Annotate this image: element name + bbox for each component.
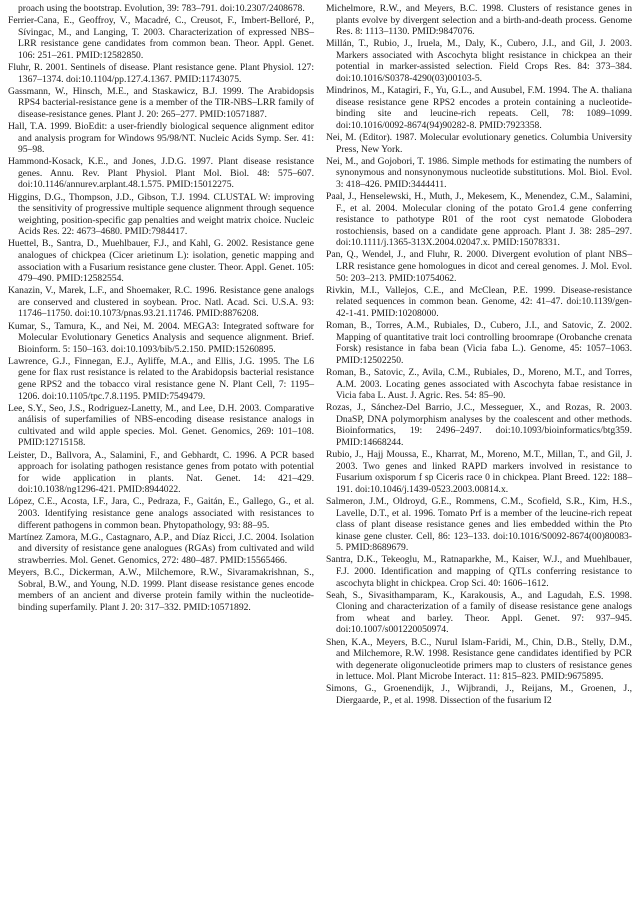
reference-entry: Martínez Zamora, M.G., Castagnaro, A.P., and Díaz Ricci, J.C. 2004. Isolation and diversity of resistance gene analogues (RGAs) from cultivated and wild strawberries. Mol. Genet. Genomics, 272: 480–487. PMID:15565466. [8, 531, 314, 566]
reference-entry: Meyers, B.C., Dickerman, A.W., Milchemore, R.W., Sivaramakrishnan, S., Sobral, B.W., and Young, N.D. 1999. Plant disease resistance genes encode members of an ancient and diverse protein family within the nucleotide-binding superfamily. Plant J. 20: 317–332. PMID:10571892. [8, 567, 314, 613]
reference-entry: Paal, J., Henselewski, H., Muth, J., Mekesem, K., Menendez, C.M., Salamini, F., et al. 2004. Molecular cloning of the potato Gro1.4 gene conferring resistance to pathotype R01 of the root cyst nematode Globodera rostochiensis, based on a candidate gene approach. Plant J. 38: 285–297. doi:10.1111/j.1365-313X.2004.02047.x. PMID:15078331. [326, 191, 632, 249]
references-right-column [326, 3, 632, 900]
reference-entry: Higgins, D.G., Thompson, J.D., Gibson, T.J. 1994. CLUSTAL W: improving the sensitivity of progressive multiple sequence alignment through sequence weighting, position-specific gap penalties and weight matrix choice. Nucleic Acids Res. 22: 4673–4680. PMID:7984417. [8, 191, 314, 238]
reference-entry: Simons, G., Groenendijk, J., Wijbrandi, J., Reijans, M., Groenen, J., Diergaarde, P., et al. 1998. Dissection of the fusarium I2 [326, 683, 632, 707]
reference-entry: Roman, B., Torres, A.M., Rubiales, D., Cubero, J.I., and Satovic, Z. 2002. Mapping of quantitative trait loci controlling broomrape (Orobanche crenata Forsk) resistance in faba bean (Vicia faba L.). Genome, 45: 1057–1063. PMID:12502250. [326, 320, 632, 366]
reference-entry: Nei, M., and Gojobori, T. 1986. Simple methods for estimating the numbers of synonymous and nonsynonymous nucleotide substitutions. Mol. Biol. Evol. 3: 418–426. PMID:3444411. [326, 155, 632, 190]
reference-entry: Kumar, S., Tamura, K., and Nei, M. 2004. MEGA3: Integrated software for Molecular Evolutionary Genetics Analysis and sequence alignment. Brief. Bioinform. 5: 150–163. doi:10.1093/bib/5.2.150. PMID:15260895. [8, 320, 314, 355]
reference-entry: Seah, S., Sivasithamparam, K., Karakousis, A., and Lagudah, E.S. 1998. Cloning and characterization of a family of disease resistance gene analogs from wheat and barley. Theor. Appl. Genet. 97: 937–945. doi:10.1007/s001220050974. [326, 589, 632, 636]
reference-entry: Nei, M. (Editor). 1987. Molecular evolutionary genetics. Columbia University Press, New York. [326, 132, 632, 155]
reference-entry: Lee, S.Y., Seo, J.S., Rodriguez-Lanetty, M., and Lee, D.H. 2003. Comparative análisis of superfamilies of NBS-encoding disease resistance analogs in cultivated and wild apple species. Mol. Genet. Genomics, 269: 101–108. PMID:12715158. [8, 402, 314, 449]
reference-entry: proach using the bootstrap. Evolution, 39: 783–791. doi:10.2307/2408678. [18, 3, 305, 14]
reference-entry: Millán, T., Rubio, J., Iruela, M., Daly, K., Cubero, J.I., and Gil, J. 2003. Markers associated with Ascochyta blight resistance in chickpea an their potential in marker-assisted selection. Field Crops Res. 84: 373–384. doi:10.1016/S0378-4290(03)00103-5. [326, 38, 632, 85]
reference-entry: Hammond-Kosack, K.E., and Jones, J.D.G. 1997. Plant disease resistance genes. Annu. Rev. Plant Physiol. Plant Mol. Biol. 48: 575–607. doi:10.1146/annurev.arplant.48.1.575. PMID:15012275. [8, 156, 314, 191]
reference-entry: Rubio, J., Hajj Moussa, E., Kharrat, M., Moreno, M.T., Millan, T., and Gil, J. 2003. Two genes and linked RAPD markers involved in resistance to Fusarium oxisporum f sp Ciceris race 0 in chickpea. Plant Breed. 122: 188–191. doi:10.1046/j.1439-0523.2003.00814.x. [326, 449, 632, 495]
reference-entry: Salmeron, J.M., Oldroyd, G.E., Rommens, C.M., Scofield, S.R., Kim, H.S., Lavelle, D.T., et al. 1996. Tomato Prf is a member of the leucine-rich repeat class of plant disease resistance genes and lies embedded within the Pto kinase gene cluster. Cell, 86: 123–133. doi:10.1016/S0092-8674(00)80083-5. PMID:8689679. [326, 495, 632, 554]
reference-entry: Kanazin, V., Marek, L.F., and Shoemaker, R.C. 1996. Resistance gene analogs are conserved and clustered in soybean. Proc. Natl. Acad. Sci. U.S.A. 93: 11746–11750. doi:10.1073/pnas.93.21.11746. PMID:8876208. [8, 285, 314, 320]
reference-entry: Rozas, J., Sánchez-Del Barrio, J.C., Messeguer, X., and Rozas, R. 2003. DnaSP, DNA polymorphism analyses by the coalescent and other methods. Bioinformatics, 19: 2496–2497. doi:10.1093/bioinformatics/btg359. PMID:14668244. [326, 402, 632, 448]
reference-entry: Pan, Q., Wendel, J., and Fluhr, R. 2000. Divergent evolution of plant NBS–LRR resistance gene homologues in dicot and cereal genomes. J. Mol. Evol. 50: 203–213. PMID:10754062. [326, 249, 632, 284]
reference-entry: Michelmore, R.W., and Meyers, B.C. 1998. Clusters of resistance genes in plants evolve by divergent selection and a birth-and-death process. Genome Res. 8: 1113–1130. PMID:9847076. [326, 3, 632, 38]
reference-entry: Santra, D.K., Tekeoglu, M., Ratnaparkhe, M., Kaiser, W.J., and Muehlbauer, F.J. 2000. Identification and mapping of QTLs conferring resistance to ascochyta blight in chickpea. Crop Sci. 40: 1606–1612. [326, 554, 632, 589]
reference-entry: Fluhr, R. 2001. Sentinels of disease. Plant resistance gene. Plant Physiol. 127: 1367–1374. doi:10.1104/pp.127.4.1367. PMID:11743075. [8, 61, 314, 85]
reference-entry: Gassmann, W., Hinsch, M.E., and Staskawicz, B.J. 1999. The Arabidopsis RPS4 bacterial-resistance gene is a member of the TIR-NBS–LRR family of disease-resistance genes. Plant J. 20: 265–277. PMID:10571887. [8, 85, 314, 120]
reference-entry: Huettel, B., Santra, D., Muehlbauer, F.J., and Kahl, G. 2002. Resistance gene analogues of chickpea (Cicer arietinum L): isolation, genetic mapping and association with a Fusarium resistance gene cluster. Theor. Appl. Genet. 105: 479–490. PMID:12582554. [8, 238, 314, 285]
references-left-column [8, 3, 314, 900]
reference-entry: Hall, T.A. 1999. BioEdit: a user-friendly biological sequence alignment editor and analysis program for Windows 95/98/NT. Nucleic Acids Symp. Ser. 41: 95–98. [8, 120, 314, 156]
reference-entry: Leister, D., Ballvora, A., Salamini, F., and Gebhardt, C. 1996. A PCR based approach for isolating pathogen resistance genes from potato with potential for wide application in plants. Nat. Genet. 14: 421–429. doi:10.1038/ng1296-421. PMID:8944022. [8, 449, 314, 496]
reference-entry: Ferrier-Cana, E., Geoffroy, V., Macadré, C., Creusot, F., Imbert-Belloré, P., Sívingac, M., and Langing, T. 2003. Characterization of expressed NBS–LRR resistance gene candidates from common bean. Theor. Appl. Genet. 106: 251–261. PMID:12582850. [8, 15, 314, 61]
reference-entry: Roman, B., Satovic, Z., Avila, C.M., Rubiales, D., Moreno, M.T., and Torres, A.M. 2003. Locating genes associated with Ascochyta fabae resistance in Vicia faba L. Aust. J. Agric. Res. 54: 85–90. [326, 366, 632, 402]
reference-entry: Rivkin, M.I., Vallejos, C.E., and McClean, P.E. 1999. Disease-resistance related sequences in common bean. Genome, 42: 41–47. doi:10.1139/gen-42-1-41. PMID:10208000. [326, 284, 632, 319]
reference-entry: Shen, K.A., Meyers, B.C., Nurul Islam-Faridi, M., Chin, D.B., Stelly, D.M., and Milchemore, R.W. 1998. Resistance gene candidates identified by PCR with degenerate oligonucleotide primers map to clusters of resistance genes in lettuce. Mol. Plant Microbe Interact. 11: 815–823. PMID:9675895. [326, 636, 632, 683]
reference-entry: López, C.E., Acosta, I.F., Jara, C., Pedraza, F., Gaitán, E., Gallego, G., et al. 2003. Identifying resistance gene analogs associated with resistances to different pathogens in common bean. Phytopathology, 93: 88–95. [8, 496, 314, 531]
reference-entry: Mindrinos, M., Katagiri, F., Yu, G.L., and Ausubel, F.M. 1994. The A. thaliana disease resistance gene RPS2 encodes a protein containing a nucleotide-binding site and leucine-rich repeats. Cell, 78: 1089–1099. doi:10.1016/0092-8674(94)90282-8. PMID:7923358. [326, 85, 632, 131]
reference-entry: Lawrence, G.J., Finnegan, E.J., Ayliffe, M.A., and Ellis, J.G. 1995. The L6 gene for flax rust resistance is related to the Arabidopsis bacterial resistance gene RPS2 and the tobacco viral resistance gene N. Plant Cell, 7: 1195–1206. doi:10.1105/tpc.7.8.1195. PMID:7549479. [8, 355, 314, 402]
